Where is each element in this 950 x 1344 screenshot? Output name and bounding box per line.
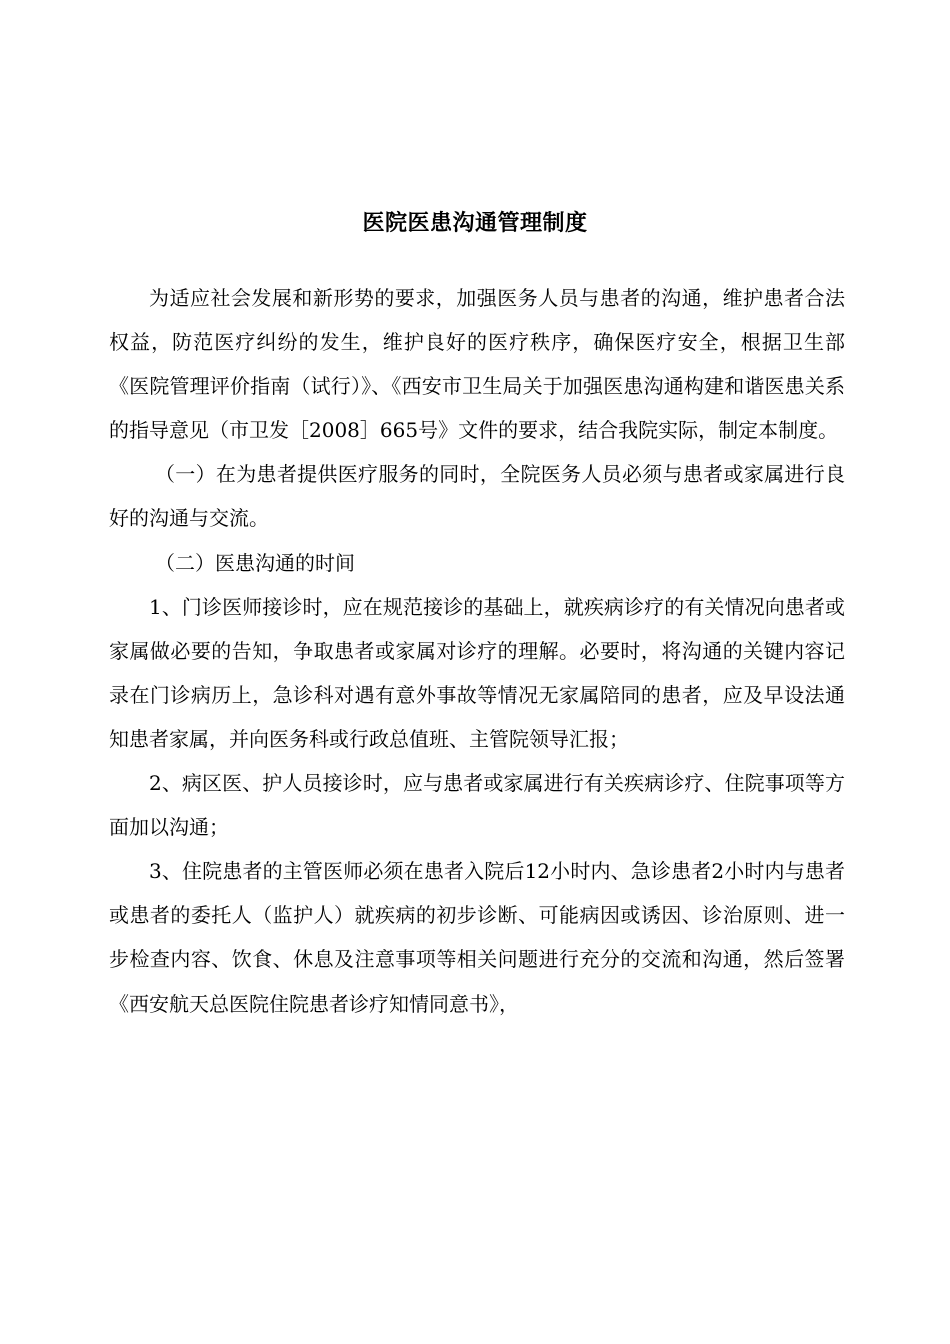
document-title: 医院医患沟通管理制度 [362, 211, 588, 236]
document-body [109, 276, 845, 1026]
paragraph-item-1: 1、门诊医师接诊时，应在规范接诊的基础上，就疾病诊疗的有关情况向患者或家属做必要的告知，争取患者或家属对诊疗的理解。必要时，将沟通的关键内容记录在门诊病历上，急诊科对遇有意外事故等情况无家属陪同的患者，应及早设法通知患者家属，并向医务科或行政总值班、主管院领导汇报； [109, 594, 845, 751]
paragraph-section-1: （一）在为患者提供医疗服务的同时，全院医务人员必须与患者或家属进行良好的沟通与交流。 [109, 462, 845, 531]
paragraph-intro: 为适应社会发展和新形势的要求，加强医务人员与患者的沟通，维护患者合法权益，防范医疗纠纷的发生，维护良好的医疗秩序，确保医疗安全，根据卫生部《医院管理评价指南（试行）》、《西安市卫生局关于加强医患沟通构建和谐医患关系的指导意见（市卫发［2008］665号》文件的要求，结合我院实际，制定本制度。 [109, 286, 845, 443]
paragraph-section-2-heading: （二）医患沟通的时间 [155, 550, 355, 575]
paragraph-item-3: 3、住院患者的主管医师必须在患者入院后12小时内、急诊患者2小时内与患者或患者的委托人（监护人）就疾病的初步诊断、可能病因或诱因、诊治原则、进一步检查内容、饮食、休息及注意事项等相关问题进行充分的交流和沟通，然后签署《西安航天总医院住院患者诊疗知情同意书》， [109, 859, 845, 1016]
paragraph-item-2: 2、病区医、护人员接诊时，应与患者或家属进行有关疾病诊疗、住院事项等方面加以沟通； [109, 771, 845, 840]
